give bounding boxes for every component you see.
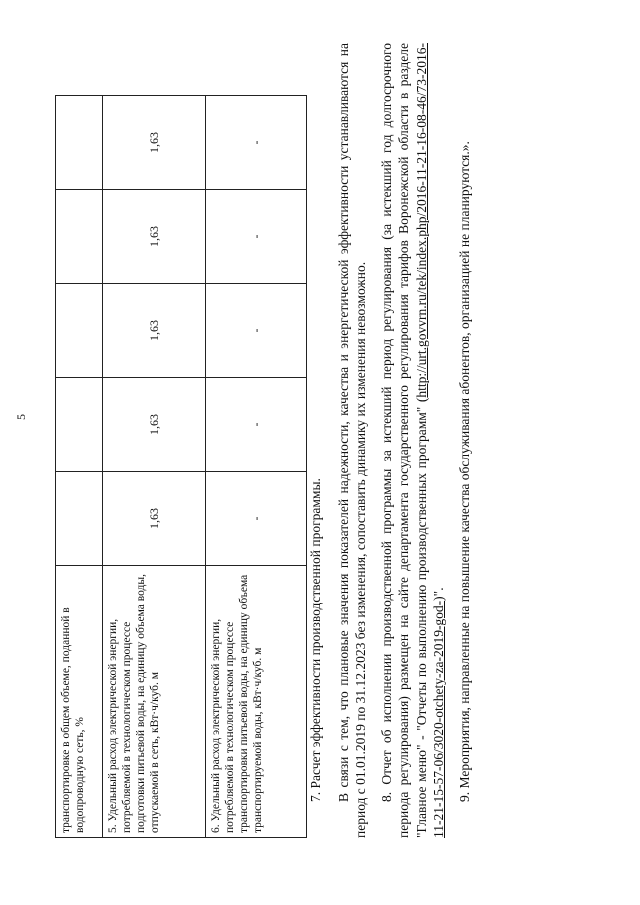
section-8-text: 8. Отчет об исполнении производственной программы за истекший период регулирования (за истекший год долгосрочного периода регулирования) размещен на сайте департамента государственного регулирования тарифов Воронежской области в разделе "Главное меню" - "Отчеты по выполнению производственных программ" ( — [378, 43, 429, 838]
cell-value: - — [206, 472, 307, 566]
table-row — [103, 96, 206, 838]
cell-value — [56, 472, 103, 566]
row-label: 5. Удельный расход электрической энергии, потребляемой в технологическом процессе подготовки питьевой воды, на единицу объема воды, отпускаемой в сеть, кВт·ч/куб. м — [103, 566, 206, 838]
cell-value: - — [206, 378, 307, 472]
row-label: 6. Удельный расход электрической энергии, потребляемой в технологическом процессе транспортировки питьевой воды, на единицу объема транспортируемой воды, кВт·ч/куб. м — [206, 566, 307, 838]
indicators-table — [55, 95, 307, 838]
cell-value: - — [206, 284, 307, 378]
section-9-paragraph: 9. Мероприятия, направленные на повышение качества обслуживания абонентов, организацией не планируются.». — [456, 141, 472, 802]
cell-value: 1,63 — [103, 190, 206, 284]
table-row — [206, 96, 307, 838]
cell-value — [56, 190, 103, 284]
cell-value: 1,63 — [103, 472, 206, 566]
cell-value — [56, 96, 103, 190]
cell-value: 1,63 — [103, 284, 206, 378]
cell-value: 1,63 — [103, 378, 206, 472]
report-link[interactable]: http://urt.govvrn.ru/tek/index.php/2016-11-21-16-08-46/73-2016-11-21-15-57-06/3020-otchety-za-2019-god- — [413, 43, 447, 838]
cell-value — [56, 284, 103, 378]
cell-value: 1,63 — [103, 96, 206, 190]
cell-value: - — [206, 96, 307, 190]
table-row — [56, 96, 103, 838]
section-8-tail: )". — [431, 587, 447, 601]
body-text — [307, 43, 481, 838]
cell-value — [56, 378, 103, 472]
section-8-paragraph — [378, 43, 448, 838]
section-7-paragraph: В связи с тем, что плановые значения показателей надежности, качества и энергетической эффективности устанавливаются на период с 01.01.2019 по 31.12.2023 без изменения, сопоставить динамику их изменения невозможно. — [335, 43, 369, 838]
page-number: 5 — [14, 414, 28, 420]
rotated-content — [55, 43, 610, 838]
cell-value: - — [206, 190, 307, 284]
row-label: транспортировке в общем объеме, поданной в водопроводную сеть, % — [56, 566, 103, 838]
section-7-heading: 7. Расчет эффективности производственной программы. — [308, 478, 323, 802]
